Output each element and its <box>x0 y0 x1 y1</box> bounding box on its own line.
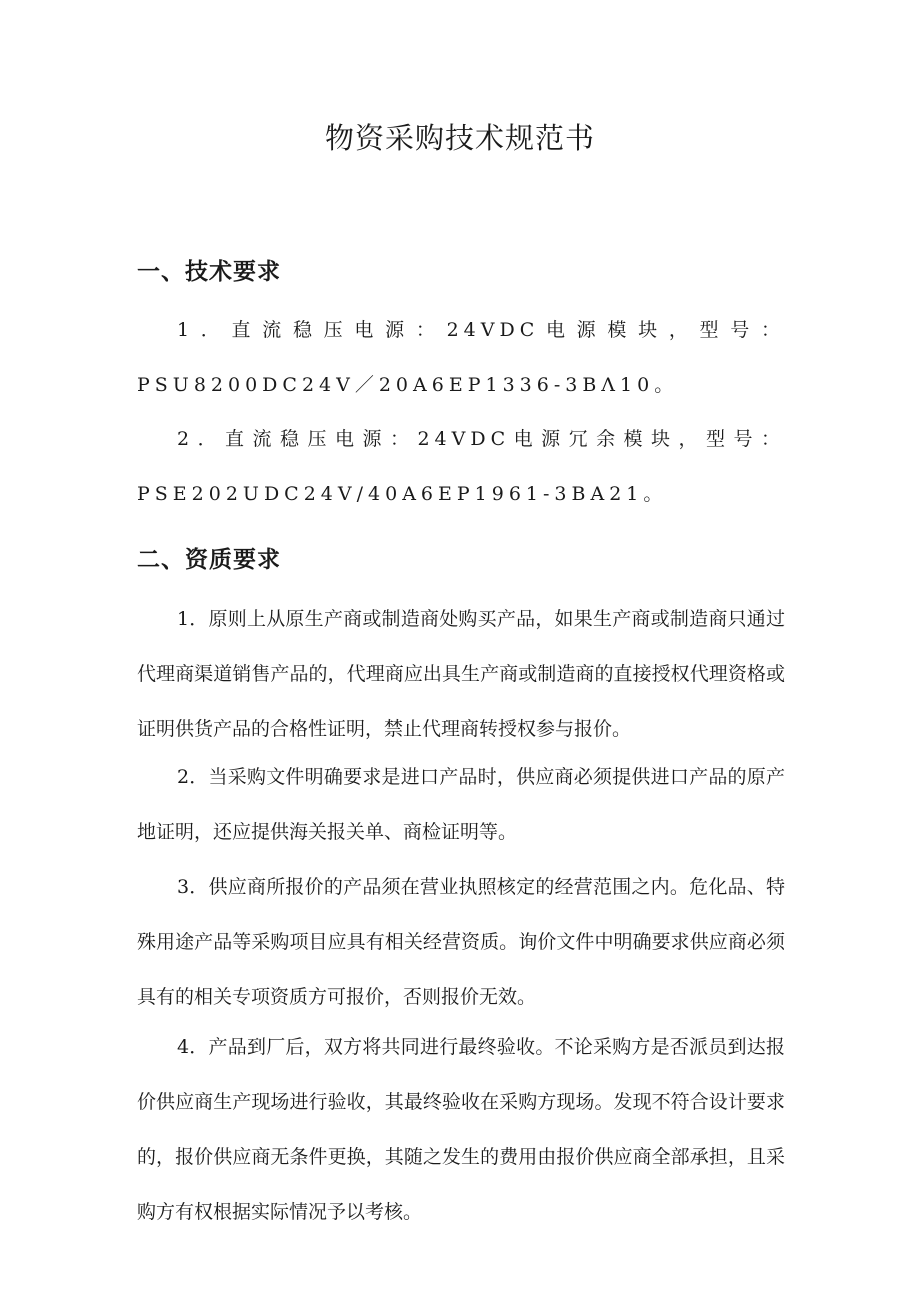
paragraph-qual-4: 4．产品到厂后，双方将共同进行最终验收。不论采购方是否派员到达报价供应商生产现场进行验收，其最终验收在采购方现场。发现不符合设计要求的，报价供应商无条件更换，其随之发生的费用由报价供应商全部承担，且采购方有权根据实际情况予以考核。 <box>137 1036 785 1223</box>
document-title: 物资采购技术规范书 <box>324 121 595 155</box>
section-heading-technical-requirements: 一、技术要求 <box>137 259 281 285</box>
paragraph-tech-2: 2．直流稳压电源：24VDC电源冗余模块，型号：PSE202UDC24V/40A6EP1961-3BA21。 <box>137 428 785 505</box>
paragraph-qual-1: 1．原则上从原生产商或制造商处购买产品，如果生产商或制造商只通过代理商渠道销售产品的，代理商应出具生产商或制造商的直接授权代理资格或证明供货产品的合格性证明，禁止代理商转授权参与报价。 <box>137 608 785 740</box>
paragraph-qual-2: 2．当采购文件明确要求是进口产品时，供应商必须提供进口产品的原产地证明，还应提供海关报关单、商检证明等。 <box>137 766 785 843</box>
section-heading-qualification-requirements: 二、资质要求 <box>137 547 281 573</box>
paragraph-tech-1: 1．直流稳压电源：24VDC电源模块，型号：PSU8200DC24V／20Α6EP1336-3BΛ10。 <box>137 319 785 396</box>
paragraph-qual-3: 3．供应商所报价的产品须在营业执照核定的经营范围之内。危化品、特殊用途产品等采购项目应具有相关经营资质。询价文件中明确要求供应商必须具有的相关专项资质方可报价，否则报价无效。 <box>137 876 785 1008</box>
